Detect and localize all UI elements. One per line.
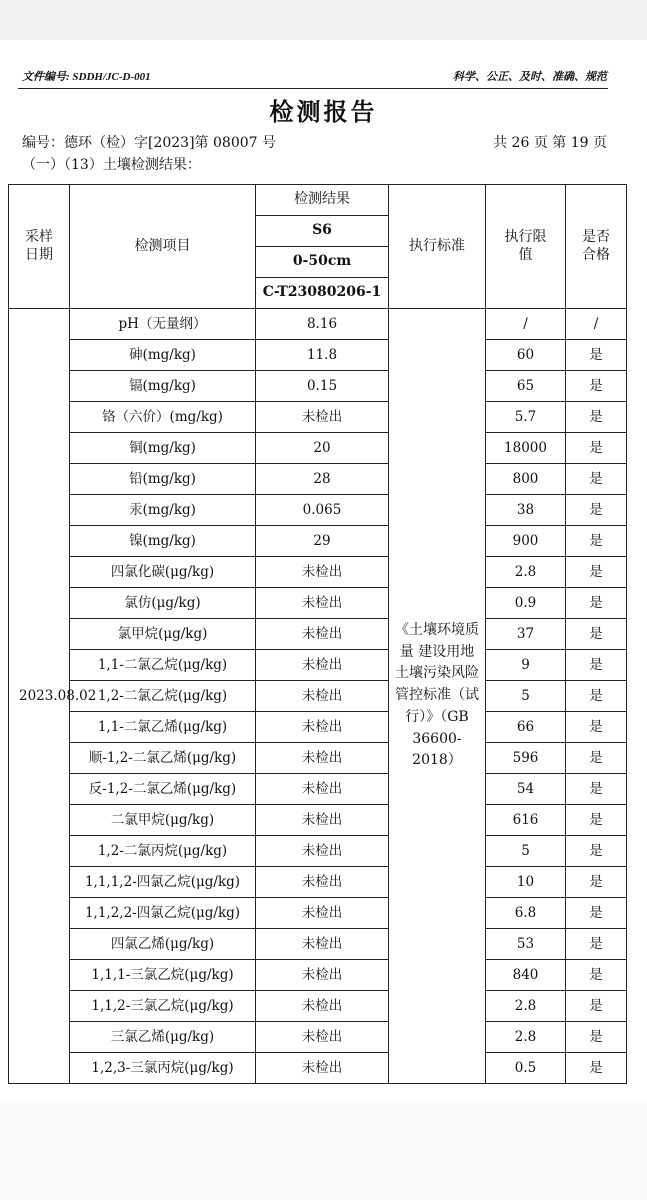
top-bar — [0, 0, 647, 40]
header-pass: 是否合格 — [566, 185, 627, 309]
pass-cell: 是 — [566, 712, 627, 743]
table-row — [9, 433, 627, 464]
pass-cell: 是 — [566, 929, 627, 960]
pass-cell: 是 — [566, 371, 627, 402]
result-cell: 未检出 — [256, 650, 389, 681]
table-row — [9, 588, 627, 619]
item-cell: 铬（六价）(mg/kg) — [70, 402, 256, 433]
header-point: S6 — [256, 216, 389, 247]
item-cell: 1,1,1-三氯乙烷(μg/kg) — [70, 960, 256, 991]
limit-cell: 66 — [486, 712, 566, 743]
pass-cell: 是 — [566, 340, 627, 371]
item-cell: 二氯甲烷(μg/kg) — [70, 805, 256, 836]
pass-cell: 是 — [566, 464, 627, 495]
limit-cell: 54 — [486, 774, 566, 805]
pass-cell: 是 — [566, 867, 627, 898]
header-test-result: 检测结果 — [256, 185, 389, 216]
table-row — [9, 1022, 627, 1053]
pass-cell: 是 — [566, 433, 627, 464]
pass-cell: 是 — [566, 526, 627, 557]
result-cell: 未检出 — [256, 402, 389, 433]
result-cell: 0.15 — [256, 371, 389, 402]
soil-results-table — [8, 184, 627, 1084]
pass-cell: / — [566, 309, 627, 340]
header-limit: 执行限值 — [486, 185, 566, 309]
item-cell: 镍(mg/kg) — [70, 526, 256, 557]
motto: 科学、公正、及时、准确、规范 — [453, 71, 607, 83]
limit-cell: 18000 — [486, 433, 566, 464]
limit-cell: 5 — [486, 836, 566, 867]
pass-cell: 是 — [566, 774, 627, 805]
table-row — [9, 557, 627, 588]
table-row — [9, 619, 627, 650]
item-cell: pH（无量纲） — [70, 309, 256, 340]
result-cell: 未检出 — [256, 898, 389, 929]
table-row — [9, 681, 627, 712]
header-depth: 0-50cm — [256, 247, 389, 278]
sample-date-cell: 2023.08.02 — [9, 309, 70, 1084]
result-cell: 未检出 — [256, 712, 389, 743]
result-cell: 未检出 — [256, 805, 389, 836]
table-row — [9, 960, 627, 991]
item-cell: 砷(mg/kg) — [70, 340, 256, 371]
file-number: 文件编号: SDDH/JC-D-001 — [22, 71, 151, 83]
page-count: 共 26 页 第 19 页 — [493, 135, 607, 151]
table-row — [9, 371, 627, 402]
header-sample-id: C-T23080206-1 — [256, 278, 389, 309]
pass-cell: 是 — [566, 836, 627, 867]
item-cell: 氯仿(μg/kg) — [70, 588, 256, 619]
result-cell: 未检出 — [256, 619, 389, 650]
table-row — [9, 743, 627, 774]
item-cell: 四氯化碳(μg/kg) — [70, 557, 256, 588]
table-row — [9, 650, 627, 681]
item-cell: 镉(mg/kg) — [70, 371, 256, 402]
table-row — [9, 929, 627, 960]
header-sample-date: 采样日期 — [9, 185, 70, 309]
table-row — [9, 836, 627, 867]
table-row — [9, 867, 627, 898]
result-cell: 未检出 — [256, 867, 389, 898]
limit-cell: 800 — [486, 464, 566, 495]
pass-cell: 是 — [566, 743, 627, 774]
result-cell: 0.065 — [256, 495, 389, 526]
limit-cell: 840 — [486, 960, 566, 991]
table-body — [9, 309, 627, 1084]
pass-cell: 是 — [566, 588, 627, 619]
pass-cell: 是 — [566, 650, 627, 681]
result-cell: 8.16 — [256, 309, 389, 340]
limit-cell: 2.8 — [486, 1022, 566, 1053]
limit-cell: 10 — [486, 867, 566, 898]
pass-cell: 是 — [566, 898, 627, 929]
table-row — [9, 774, 627, 805]
limit-cell: 9 — [486, 650, 566, 681]
result-cell: 未检出 — [256, 1022, 389, 1053]
result-cell: 未检出 — [256, 774, 389, 805]
item-cell: 反-1,2-二氯乙烯(μg/kg) — [70, 774, 256, 805]
result-cell: 未检出 — [256, 681, 389, 712]
table-row — [9, 991, 627, 1022]
limit-cell: 900 — [486, 526, 566, 557]
item-cell: 四氯乙烯(μg/kg) — [70, 929, 256, 960]
item-cell: 汞(mg/kg) — [70, 495, 256, 526]
result-cell: 未检出 — [256, 1053, 389, 1084]
item-cell: 铅(mg/kg) — [70, 464, 256, 495]
item-cell: 1,1-二氯乙烯(μg/kg) — [70, 712, 256, 743]
pass-cell: 是 — [566, 557, 627, 588]
pass-cell: 是 — [566, 402, 627, 433]
limit-cell: 2.8 — [486, 557, 566, 588]
result-cell: 29 — [256, 526, 389, 557]
item-cell: 1,2-二氯乙烷(μg/kg) — [70, 681, 256, 712]
limit-cell: 0.5 — [486, 1053, 566, 1084]
pass-cell: 是 — [566, 619, 627, 650]
limit-cell: 596 — [486, 743, 566, 774]
limit-cell: 616 — [486, 805, 566, 836]
pass-cell: 是 — [566, 681, 627, 712]
result-cell: 11.8 — [256, 340, 389, 371]
item-cell: 1,2,3-三氯丙烷(μg/kg) — [70, 1053, 256, 1084]
standard-cell: 《土壤环境质量 建设用地土壤污染风险管控标准（试行）》（GB 36600-2018） — [389, 309, 486, 1084]
item-cell: 铜(mg/kg) — [70, 433, 256, 464]
table-row — [9, 495, 627, 526]
header-test-item: 检测项目 — [70, 185, 256, 309]
table-row — [9, 309, 627, 340]
result-cell: 未检出 — [256, 991, 389, 1022]
item-cell: 1,1,2,2-四氯乙烷(μg/kg) — [70, 898, 256, 929]
result-cell: 20 — [256, 433, 389, 464]
item-cell: 顺-1,2-二氯乙烯(μg/kg) — [70, 743, 256, 774]
item-cell: 氯甲烷(μg/kg) — [70, 619, 256, 650]
table-row — [9, 898, 627, 929]
item-cell: 1,2-二氯丙烷(μg/kg) — [70, 836, 256, 867]
item-cell: 三氯乙烯(μg/kg) — [70, 1022, 256, 1053]
limit-cell: 60 — [486, 340, 566, 371]
pass-cell: 是 — [566, 805, 627, 836]
report-number: 编号：德环（检）字[2023]第 08007 号 — [22, 135, 276, 151]
pass-cell: 是 — [566, 1053, 627, 1084]
item-cell: 1,1,1,2-四氯乙烷(μg/kg) — [70, 867, 256, 898]
table-row — [9, 402, 627, 433]
table-row — [9, 464, 627, 495]
pass-cell: 是 — [566, 1022, 627, 1053]
limit-cell: 2.8 — [486, 991, 566, 1022]
item-cell: 1,1,2-三氯乙烷(μg/kg) — [70, 991, 256, 1022]
result-cell: 未检出 — [256, 929, 389, 960]
limit-cell: 5 — [486, 681, 566, 712]
limit-cell: 37 — [486, 619, 566, 650]
section-title: （一）（13）土壤检测结果： — [22, 157, 201, 173]
result-cell: 未检出 — [256, 960, 389, 991]
pass-cell: 是 — [566, 495, 627, 526]
table-row — [9, 1053, 627, 1084]
result-cell: 未检出 — [256, 557, 389, 588]
table-row — [9, 340, 627, 371]
limit-cell: 6.8 — [486, 898, 566, 929]
page-title: 检测报告 — [269, 97, 378, 126]
table-row — [9, 712, 627, 743]
result-cell: 28 — [256, 464, 389, 495]
header-rule — [18, 88, 608, 89]
table-row — [9, 526, 627, 557]
header-standard: 执行标准 — [389, 185, 486, 309]
limit-cell: / — [486, 309, 566, 340]
result-cell: 未检出 — [256, 836, 389, 867]
result-cell: 未检出 — [256, 588, 389, 619]
item-cell: 1,1-二氯乙烷(μg/kg) — [70, 650, 256, 681]
limit-cell: 65 — [486, 371, 566, 402]
limit-cell: 38 — [486, 495, 566, 526]
result-cell: 未检出 — [256, 743, 389, 774]
limit-cell: 5.7 — [486, 402, 566, 433]
pass-cell: 是 — [566, 991, 627, 1022]
pass-cell: 是 — [566, 960, 627, 991]
limit-cell: 0.9 — [486, 588, 566, 619]
table-row — [9, 805, 627, 836]
limit-cell: 53 — [486, 929, 566, 960]
bottom-blank — [0, 1100, 647, 1200]
